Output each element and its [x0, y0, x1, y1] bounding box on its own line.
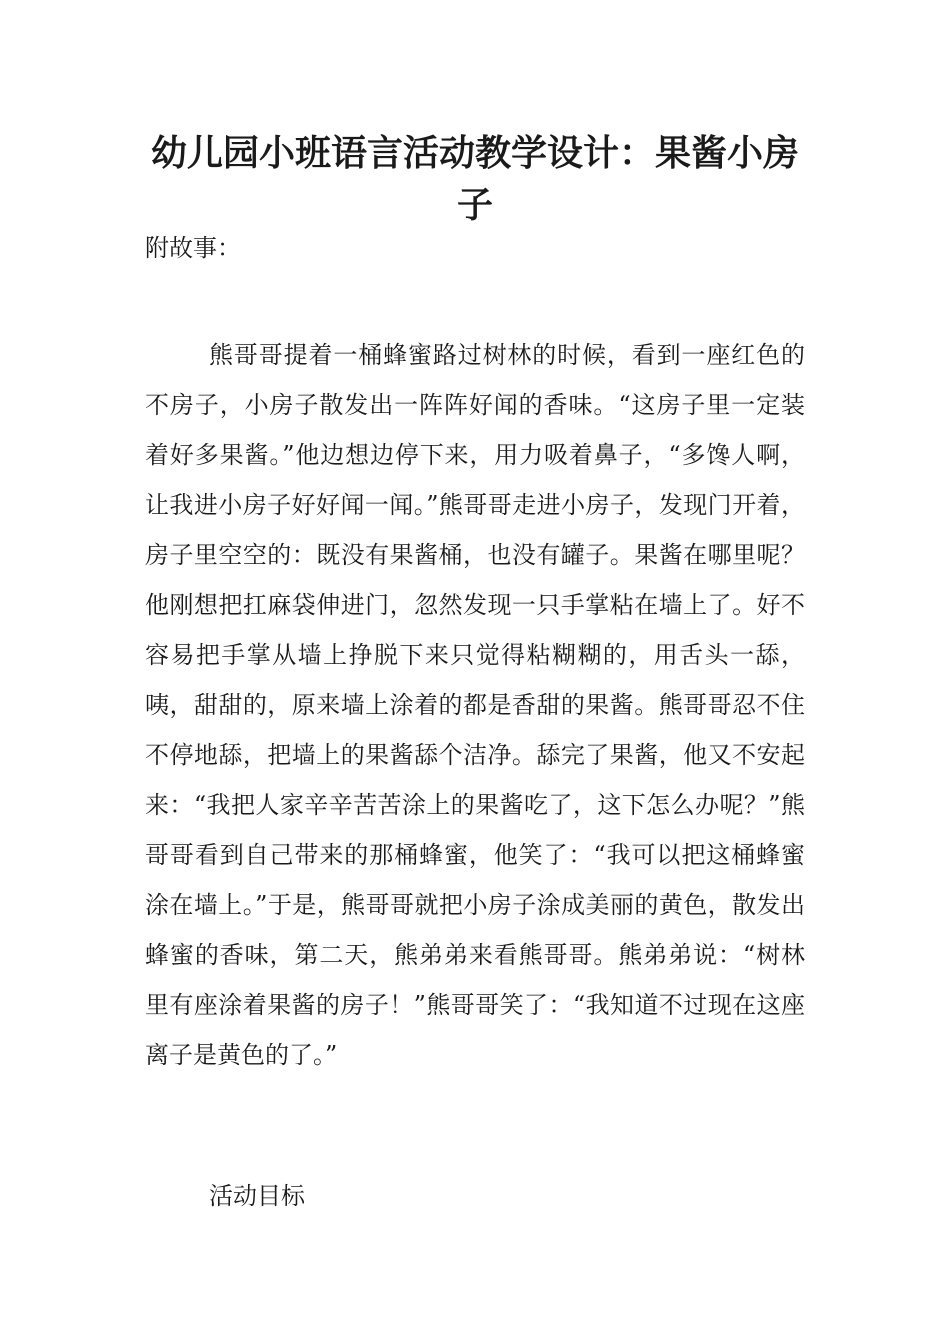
document-title: 幼儿园小班语言活动教学设计：果酱小房子: [150, 133, 799, 226]
story-paragraph: 熊哥哥提着一桶蜂蜜路过树林的时候，看到一座红色的不房子，小房子散发出一阵阵好闻的香味。“这房子里一定装着好多果酱。”他边想边停下来，用力吸着鼻子，“多馋人啊，让我进小房子好好闻一闻。”熊哥哥走进小房子，发现门开着，房子里空空的：既没有果酱桶，也没有罐子。果酱在哪里呢？他刚想把扛麻袋伸进门，忽然发现一只手掌粘在墙上了。好不容易把手掌从墙上挣脱下来只觉得粘糊糊的，用舌头一舔，咦，甜甜的，原来墙上涂着的都是香甜的果酱。熊哥哥忍不住不停地舔，把墙上的果酱舔个洁净。舔完了果酱，他又不安起来：“我把人家辛辛苦苦涂上的果酱吃了，这下怎么办呢？”熊哥哥看到自己带来的那桶蜂蜜，他笑了：“我可以把这桶蜂蜜涂在墙上。”于是，熊哥哥就把小房子涂成美丽的黄色，散发出蜂蜜的香味，第二天，熊弟弟来看熊哥哥。熊弟弟说：“树林里有座涂着果酱的房子！”熊哥哥笑了：“我知道不过现在这座离子是黄色的了。”: [145, 341, 805, 1069]
appendix-label: 附故事：: [145, 234, 241, 262]
section-heading: 活动目标: [209, 1182, 305, 1210]
